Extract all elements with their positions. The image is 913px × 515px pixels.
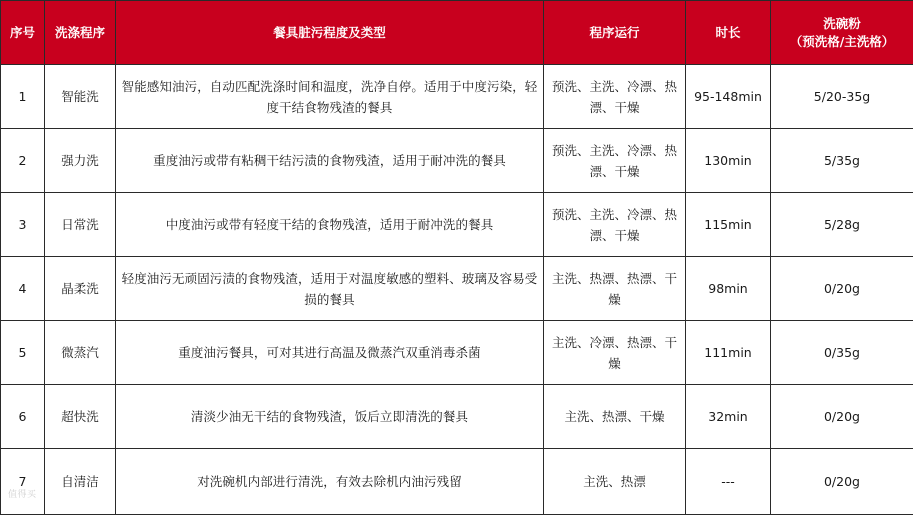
- table-row: [1, 193, 913, 257]
- header-duration: 时长: [686, 1, 771, 65]
- cell-steps: 主洗、热漂: [544, 449, 686, 515]
- cell-description: 中度油污或带有轻度干结的食物残渣，适用于耐冲洗的餐具: [116, 193, 544, 257]
- cell-index: 5: [1, 321, 45, 385]
- cell-duration: 32min: [686, 385, 771, 449]
- cell-index: 2: [1, 129, 45, 193]
- cell-duration: 98min: [686, 257, 771, 321]
- cell-duration: 115min: [686, 193, 771, 257]
- cell-description: 重度油污或带有粘稠干结污渍的食物残渣，适用于耐冲洗的餐具: [116, 129, 544, 193]
- table-row: [1, 257, 913, 321]
- cell-powder: 5/20-35g: [771, 65, 913, 129]
- cell-duration: ---: [686, 449, 771, 515]
- header-powder-subtitle: （预洗格/主洗格）: [775, 33, 909, 51]
- cell-description: 重度油污餐具，可对其进行高温及微蒸汽双重消毒杀菌: [116, 321, 544, 385]
- header-index: 序号: [1, 1, 45, 65]
- cell-index: 1: [1, 65, 45, 129]
- cell-index: 4: [1, 257, 45, 321]
- table-row: [1, 129, 913, 193]
- cell-powder: 0/20g: [771, 385, 913, 449]
- header-row: [1, 1, 913, 65]
- cell-powder: 0/20g: [771, 257, 913, 321]
- table-row: [1, 385, 913, 449]
- header-powder-title: 洗碗粉: [775, 15, 909, 33]
- header-powder: [771, 1, 913, 65]
- cell-steps: 预洗、主洗、冷漂、热漂、干燥: [544, 193, 686, 257]
- cell-steps: 主洗、冷漂、热漂、干燥: [544, 321, 686, 385]
- cell-program: 强力洗: [45, 129, 116, 193]
- cell-program: 超快洗: [45, 385, 116, 449]
- cell-program: 自清洁: [45, 449, 116, 515]
- cell-program: 微蒸汽: [45, 321, 116, 385]
- cell-description: 智能感知油污，自动匹配洗涤时间和温度，洗净自停。适用于中度污染，轻度干结食物残渣的餐具: [116, 65, 544, 129]
- cell-program: 日常洗: [45, 193, 116, 257]
- cell-description: 清淡少油无干结的食物残渣，饭后立即清洗的餐具: [116, 385, 544, 449]
- cell-steps: 主洗、热漂、热漂、干燥: [544, 257, 686, 321]
- table-row: [1, 65, 913, 129]
- cell-powder: 5/35g: [771, 129, 913, 193]
- cell-index: 3: [1, 193, 45, 257]
- watermark: 值得买: [8, 487, 37, 500]
- cell-powder: 0/20g: [771, 449, 913, 515]
- header-steps: 程序运行: [544, 1, 686, 65]
- cell-powder: 0/35g: [771, 321, 913, 385]
- table-row: [1, 321, 913, 385]
- cell-index: 6: [1, 385, 45, 449]
- cell-steps: 预洗、主洗、冷漂、热漂、干燥: [544, 65, 686, 129]
- cell-description: 对洗碗机内部进行清洗，有效去除机内油污残留: [116, 449, 544, 515]
- cell-duration: 111min: [686, 321, 771, 385]
- cell-duration: 95-148min: [686, 65, 771, 129]
- cell-program: 晶柔洗: [45, 257, 116, 321]
- header-description: 餐具脏污程度及类型: [116, 1, 544, 65]
- cell-steps: 预洗、主洗、冷漂、热漂、干燥: [544, 129, 686, 193]
- cell-duration: 130min: [686, 129, 771, 193]
- table-row: [1, 449, 913, 515]
- cell-program: 智能洗: [45, 65, 116, 129]
- cell-powder: 5/28g: [771, 193, 913, 257]
- cell-steps: 主洗、热漂、干燥: [544, 385, 686, 449]
- cell-description: 轻度油污无顽固污渍的食物残渣，适用于对温度敏感的塑料、玻璃及容易受损的餐具: [116, 257, 544, 321]
- cell-index: 7: [1, 449, 45, 515]
- header-program: 洗涤程序: [45, 1, 116, 65]
